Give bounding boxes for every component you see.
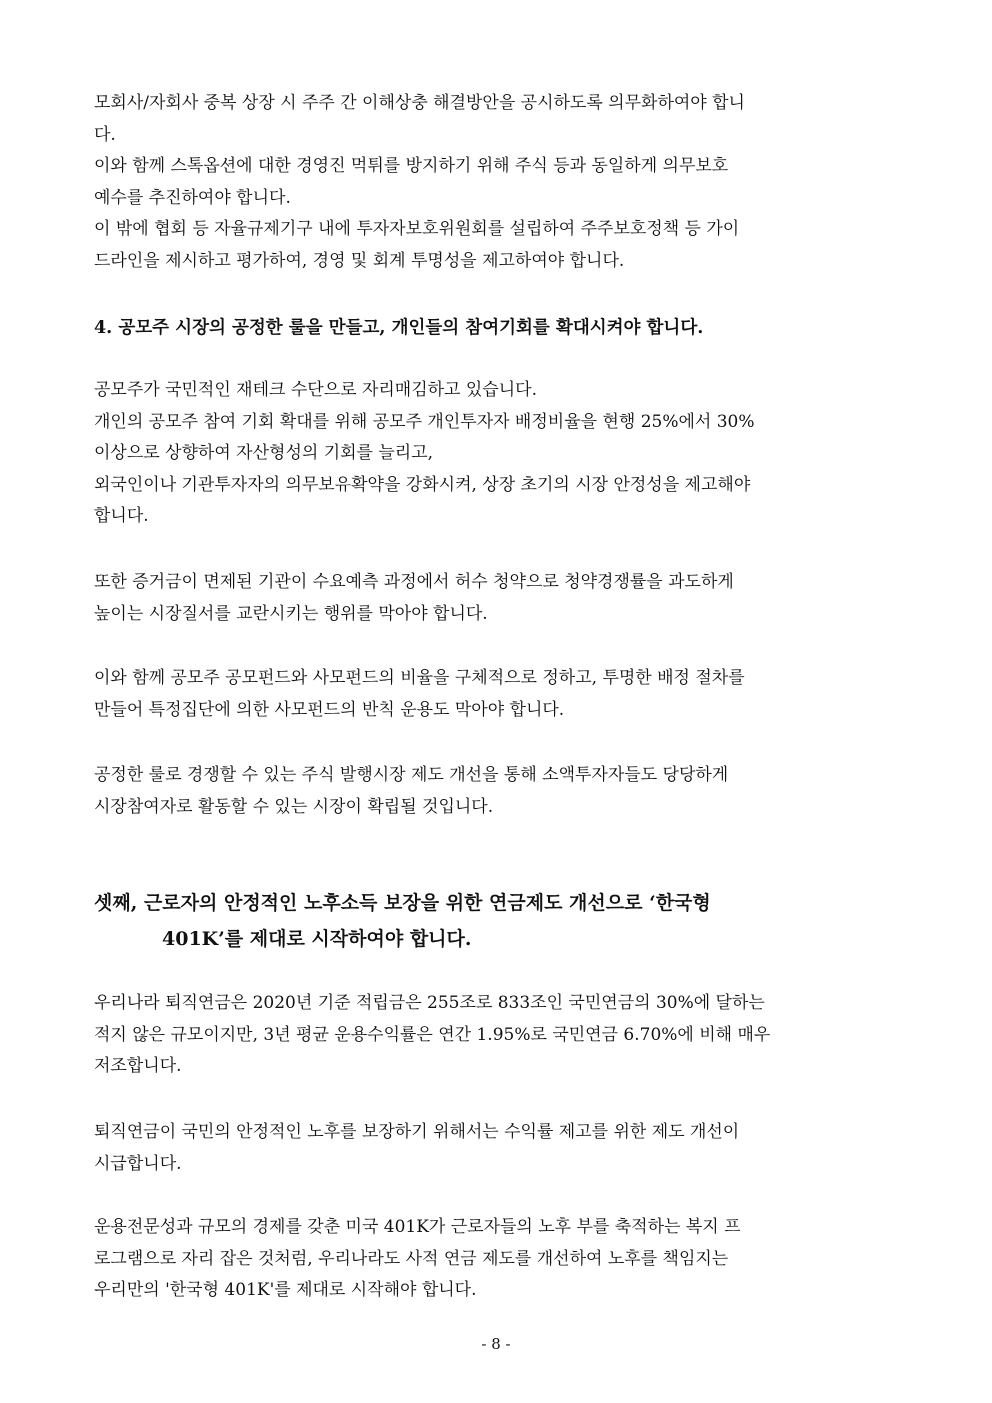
text-line: 시장참여자로 활동할 수 있는 시장이 확립될 것입니다.	[94, 796, 494, 817]
heading-line: 셋째, 근로자의 안정적인 노후소득 보장을 위한 연금제도 개선으로 ‘한국형	[94, 892, 711, 914]
text-line: 다.	[94, 124, 116, 145]
text-line: 공정한 룰로 경쟁할 수 있는 주식 발행시장 제도 개선을 통해 소액투자자들도 당당하게	[94, 765, 729, 785]
text-line: 저조합니다.	[94, 1056, 182, 1076]
paragraph-pension-stats	[94, 988, 898, 1083]
text-line: 퇴직연금이 국민의 안정적인 노후를 보장하기 위해서는 수익률 제고를 위한 제도 개선이	[94, 1122, 740, 1142]
text-line: 이와 함께 공모주 공모펀드와 사모펀드의 비율을 구체적으로 정하고, 투명한 배정 절차를	[94, 668, 745, 688]
section-heading-4: 4. 공모주 시장의 공정한 룰을 만들고, 개인들의 참여기회를 확대시켜야 합니다.	[94, 318, 704, 338]
page-number: - 8 -	[481, 1335, 511, 1353]
text-line: 이상으로 상향하여 자산형성의 기회를 늘리고,	[94, 443, 434, 463]
heading-line: 401K’를 제대로 시작하여야 합니다.	[162, 928, 472, 950]
text-line: 시급합니다.	[94, 1153, 182, 1174]
text-line: 우리만의 '한국형 401K'를 제대로 시작해야 합니다.	[94, 1280, 477, 1300]
paragraph-dual-listing	[94, 88, 898, 277]
text-line: 운용전문성과 규모의 경제를 갖춘 미국 401K가 근로자들의 노후 부를 축적하는 복지 프	[94, 1217, 741, 1237]
text-line: 로그램으로 자리 잡은 것처럼, 우리나라도 사적 연금 제도를 개선하여 노후를 책임지는	[94, 1248, 729, 1269]
text-line: 예수를 추진하여야 합니다.	[94, 187, 291, 208]
text-line: 합니다.	[94, 506, 149, 526]
text-line: 드라인을 제시하고 평가하여, 경영 및 회계 투명성을 제고하여야 합니다.	[94, 250, 625, 271]
text-line: 공모주가 국민적인 재테크 수단으로 자리매김하고 있습니다.	[94, 380, 537, 400]
paragraph-ipo-participation	[94, 375, 898, 533]
paragraph-fair-market	[94, 760, 898, 823]
section-heading-third	[94, 885, 711, 957]
text-line: 개인의 공모주 참여 기회 확대를 위해 공모주 개인투자자 배정비율을 현행 25%에서 30%	[94, 411, 755, 432]
paragraph-korean-401k	[94, 1212, 898, 1307]
text-line: 이와 함께 스톡옵션에 대한 경영진 먹튀를 방지하기 위해 주식 등과 동일하게 의무보호	[94, 156, 729, 176]
paragraph-false-subscription	[94, 567, 898, 630]
text-line: 높이는 시장질서를 교란시키는 행위를 막아야 합니다.	[94, 603, 488, 624]
text-line: 우리나라 퇴직연금은 2020년 기준 적립금은 255조로 833조인 국민연금의 30%에 달하는	[94, 993, 765, 1013]
text-line: 또한 증거금이 면제된 기관이 수요예측 과정에서 허수 청약으로 청약경쟁률을 과도하게	[94, 572, 734, 592]
text-line: 이 밖에 협회 등 자율규제기구 내에 투자자보호위원회를 설립하여 주주보호정책 등 가이	[94, 219, 740, 239]
text-line: 모회사/자회사 중복 상장 시 주주 간 이해상충 해결방안을 공시하도록 의무화하여야 합니	[94, 93, 745, 113]
text-line: 적지 않은 규모이지만, 3년 평균 운용수익률은 연간 1.95%로 국민연금 6.70%에 비해 매우	[94, 1024, 771, 1045]
paragraph-pension-reform	[94, 1117, 898, 1180]
text-line: 외국인이나 기관투자자의 의무보유확약을 강화시켜, 상장 초기의 시장 안정성을 제고해야	[94, 474, 751, 495]
paragraph-fund-ratio	[94, 663, 898, 726]
text-line: 만들어 특정집단에 의한 사모펀드의 반칙 운용도 막아야 합니다.	[94, 699, 565, 720]
